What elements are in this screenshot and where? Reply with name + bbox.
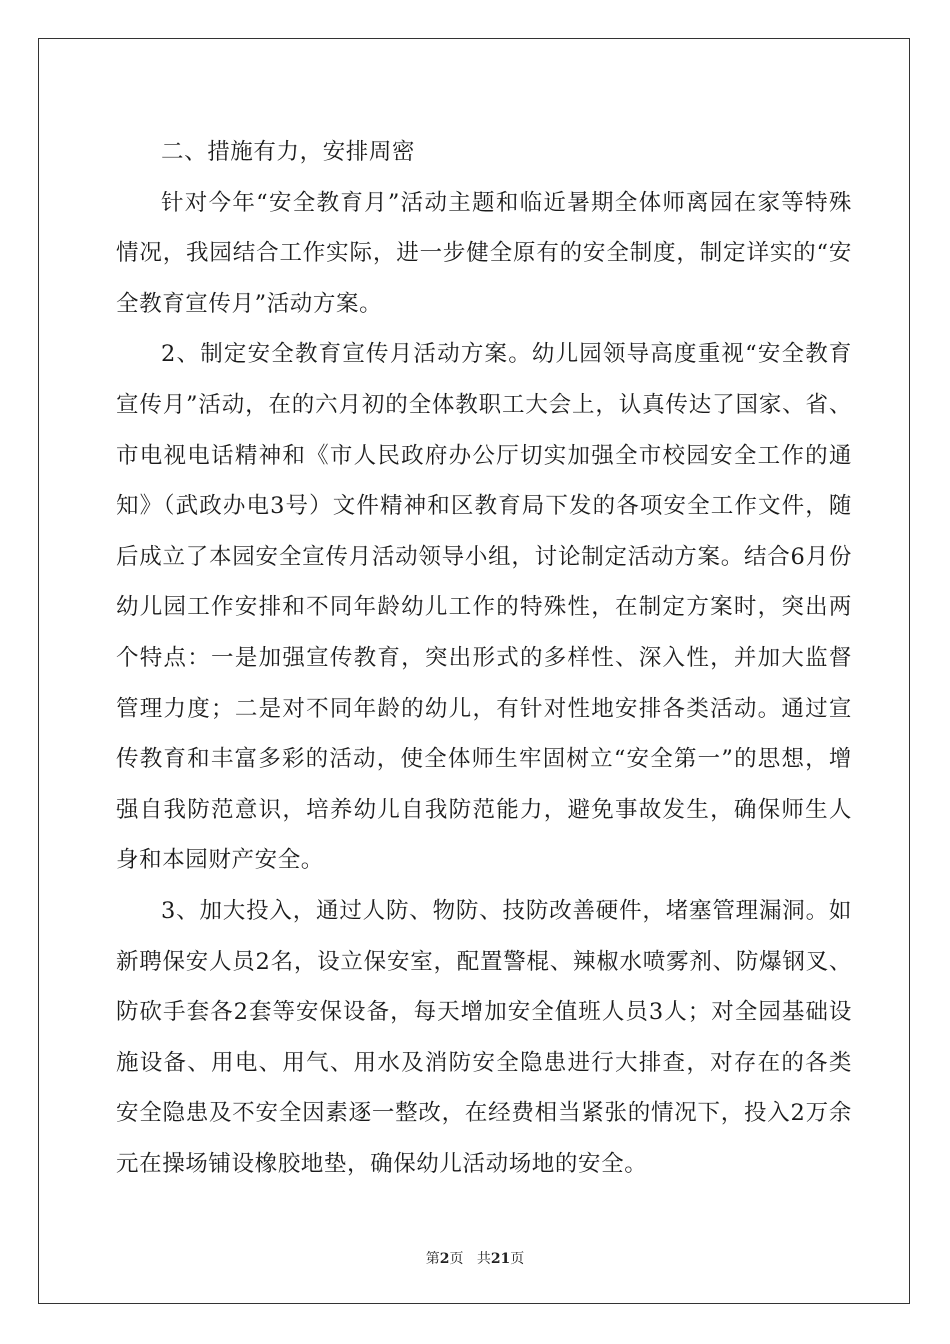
- total-pages: 21: [490, 1251, 511, 1267]
- page-prefix: 第: [425, 1251, 440, 1267]
- total-prefix: 共: [476, 1251, 491, 1267]
- page-suffix: 页: [449, 1251, 464, 1267]
- page-footer: [0, 1248, 950, 1268]
- paragraph-item-2: 2、制定安全教育宣传月活动方案。幼儿园领导高度重视“安全教育宣传月”活动，在的六月初的全体教职工大会上，认真传达了国家、省、市电视电话精神和《市人民政府办公厅切实加强全市校园安全工作的通知》（武政办电3号）文件精神和区教育局下发的各项安全工作文件，随后成立了本园安全宣传月活动领导小组，讨论制定活动方案。结合6月份幼儿园工作安排和不同年龄幼儿工作的特殊性，在制定方案时，突出两个特点：一是加强宣传教育，突出形式的多样性、深入性，并加大监督管理力度；二是对不同年龄的幼儿，有针对性地安排各类活动。通过宣传教育和丰富多彩的活动，使全体师生牢固树立“安全第一”的思想，增强自我防范意识，培养幼儿自我防范能力，避免事故发生，确保师生人身和本园财产安全。: [116, 341, 852, 874]
- paragraph-item-3: 3、加大投入，通过人防、物防、技防改善硬件，堵塞管理漏洞。如新聘保安人员2名，设立保安室，配置警棍、辣椒水喷雾剂、防爆钢叉、防砍手套各2套等安保设备，每天增加安全值班人员3人；对全园基础设施设备、用电、用气、用水及消防安全隐患进行大排查，对存在的各类安全隐患及不安全因素逐一整改，在经费相当紧张的情况下，投入2万余元在操场铺设橡胶地垫，确保幼儿活动场地的安全。: [116, 897, 852, 1177]
- page-number: 2: [439, 1251, 450, 1267]
- paragraph-intro: 针对今年“安全教育月”活动主题和临近暑期全体师离园在家等特殊情况，我园结合工作实际，进一步健全原有的安全制度，制定详实的“安全教育宣传月”活动方案。: [116, 189, 852, 317]
- document-body: [116, 127, 852, 1189]
- section-heading: 二、措施有力，安排周密: [161, 139, 416, 165]
- total-suffix: 页: [510, 1251, 525, 1267]
